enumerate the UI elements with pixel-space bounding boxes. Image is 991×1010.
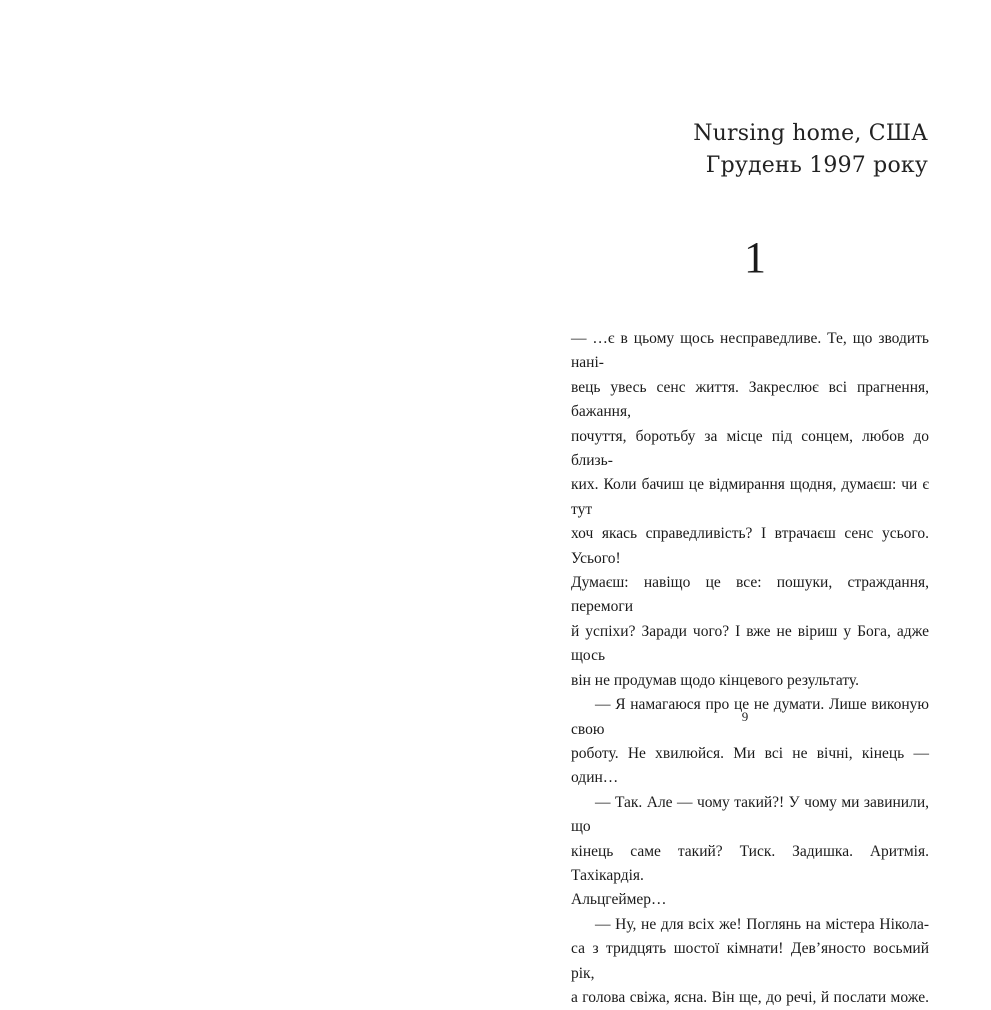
paragraph	[571, 791, 929, 913]
left-page-blank	[0, 0, 495, 762]
text-line: хоч якась справедливість? І втрачаєш сенс усього. Усього!	[571, 525, 929, 567]
body-text	[571, 327, 929, 1010]
chapter-heading	[693, 118, 928, 182]
text-line: са з тридцять шостої кімнати! Дев’яносто восьмий рік,	[571, 940, 929, 982]
text-line: він не продумав щодо кінцевого результату.	[571, 671, 859, 689]
chapter-number: 1	[744, 233, 766, 282]
text-line: почуття, боротьбу за місце під сонцем, любов до близь-	[571, 427, 929, 470]
page-number: 9	[741, 709, 749, 724]
paragraph	[571, 913, 929, 1010]
heading-date: Грудень 1997 року	[705, 153, 928, 178]
text-line: ких. Коли бачиш це відмирання щодня, думаєш: чи є тут	[571, 476, 929, 518]
paragraph	[571, 693, 929, 791]
right-page	[495, 0, 991, 1006]
heading-location: Nursing home, США	[693, 121, 928, 146]
text-line: кінець саме такий? Тиск. Задишка. Аритмія. Тахікардія.	[571, 842, 929, 884]
text-line: а голова свіжа, ясна. Він ще, до речі, й послати може.	[571, 988, 929, 1006]
text-line: — Я намагаюся про це не думати. Лише виконую свою	[571, 696, 929, 738]
text-line: Думаєш: навіщо це все: пошуки, страждання, перемоги	[571, 574, 929, 616]
text-line: й успіхи? Заради чого? І вже не віриш у Бога, адже щось	[571, 622, 929, 665]
paragraph	[571, 327, 929, 693]
text-line: роботу. Не хвилюйся. Ми всі не вічні, кінець — один…	[571, 744, 929, 787]
text-line: Альцгеймер…	[571, 891, 667, 909]
text-line: вець увесь сенс життя. Закреслює всі прагнення, бажання,	[571, 378, 929, 421]
text-line: — …є в цьому щось несправедливе. Те, що зводить нані-	[571, 330, 929, 372]
text-line: — Так. Але — чому такий?! У чому ми завинили, що	[571, 793, 929, 836]
text-line: — Ну, не для всіх же! Поглянь на містера Нікола-	[595, 915, 929, 933]
